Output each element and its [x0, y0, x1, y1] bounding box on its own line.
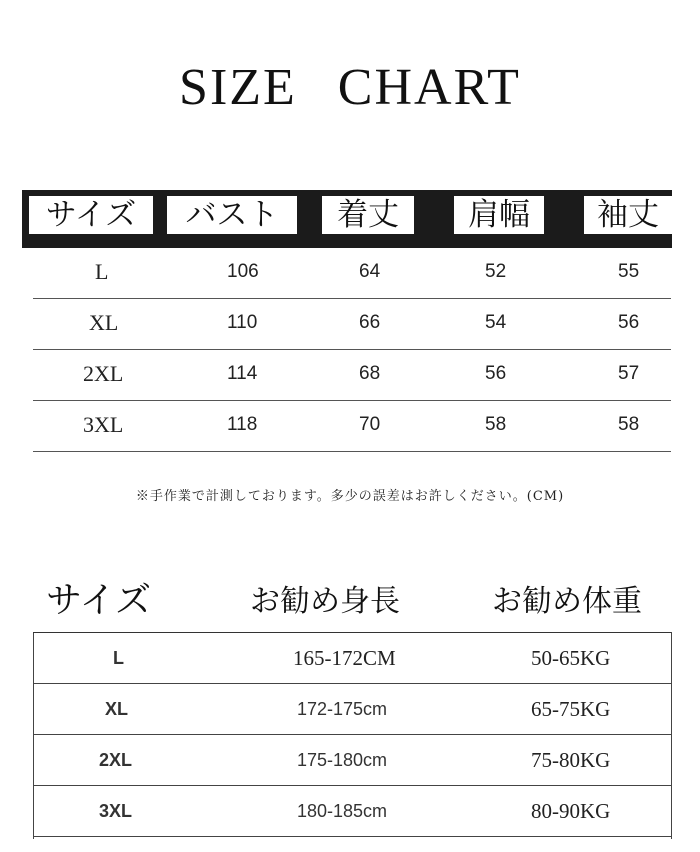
table-row [33, 350, 671, 401]
table-row [33, 786, 671, 837]
measurement-note: ※手作業で計測しております。多少の誤差はお許しください。(CM) [135, 489, 565, 504]
header-size: サイズ [29, 196, 153, 234]
table-row [33, 299, 671, 350]
sleeve-cell: 55 [618, 261, 640, 282]
table-row [33, 248, 671, 299]
shoulder-cell: 56 [485, 363, 507, 384]
length-cell: 70 [359, 414, 381, 435]
shoulder-cell: 52 [485, 261, 507, 282]
size-cell: 3XL [99, 801, 133, 821]
weight-cell: 50-65KG [531, 646, 611, 670]
size-cell: 3XL [83, 412, 124, 437]
header-bust: バスト [167, 196, 297, 234]
size-table-header [22, 190, 672, 248]
bust-cell: 118 [227, 414, 258, 435]
header-weight: お勧め体重 [492, 584, 642, 619]
header-length: 着丈 [322, 196, 414, 234]
length-cell: 68 [359, 363, 381, 384]
height-cell: 165-172CM [293, 646, 396, 670]
bust-cell: 110 [227, 312, 258, 333]
size-cell: 2XL [99, 750, 133, 770]
table-row [33, 684, 671, 735]
header-shoulder: 肩幅 [454, 196, 544, 234]
header-size: サイズ [46, 580, 152, 621]
size-cell: XL [89, 310, 119, 335]
recommend-table-body [33, 632, 671, 837]
header-height: お勧め身長 [250, 584, 400, 619]
table-row [33, 633, 671, 684]
size-cell: XL [105, 699, 129, 719]
length-cell: 66 [359, 312, 381, 333]
sleeve-cell: 57 [618, 363, 640, 384]
shoulder-cell: 58 [485, 414, 507, 435]
header-sleeve: 袖丈 [584, 196, 672, 234]
length-cell: 64 [359, 261, 381, 282]
table-frame-right [671, 632, 672, 839]
weight-cell: 80-90KG [531, 799, 611, 823]
height-cell: 180-185cm [297, 801, 388, 821]
size-cell: L [113, 648, 124, 668]
size-cell: 2XL [83, 361, 124, 386]
height-cell: 175-180cm [297, 750, 388, 770]
sleeve-cell: 56 [618, 312, 640, 333]
table-row [33, 735, 671, 786]
table-row [33, 401, 671, 452]
chart-title: SIZE CHART [179, 59, 521, 116]
weight-cell: 75-80KG [531, 748, 611, 772]
size-table-body [33, 248, 671, 452]
shoulder-cell: 54 [485, 312, 507, 333]
bust-cell: 106 [227, 261, 259, 282]
sleeve-cell: 58 [618, 414, 640, 435]
bust-cell: 114 [227, 363, 258, 384]
height-cell: 172-175cm [297, 699, 388, 719]
size-cell: L [95, 259, 109, 284]
weight-cell: 65-75KG [531, 697, 611, 721]
